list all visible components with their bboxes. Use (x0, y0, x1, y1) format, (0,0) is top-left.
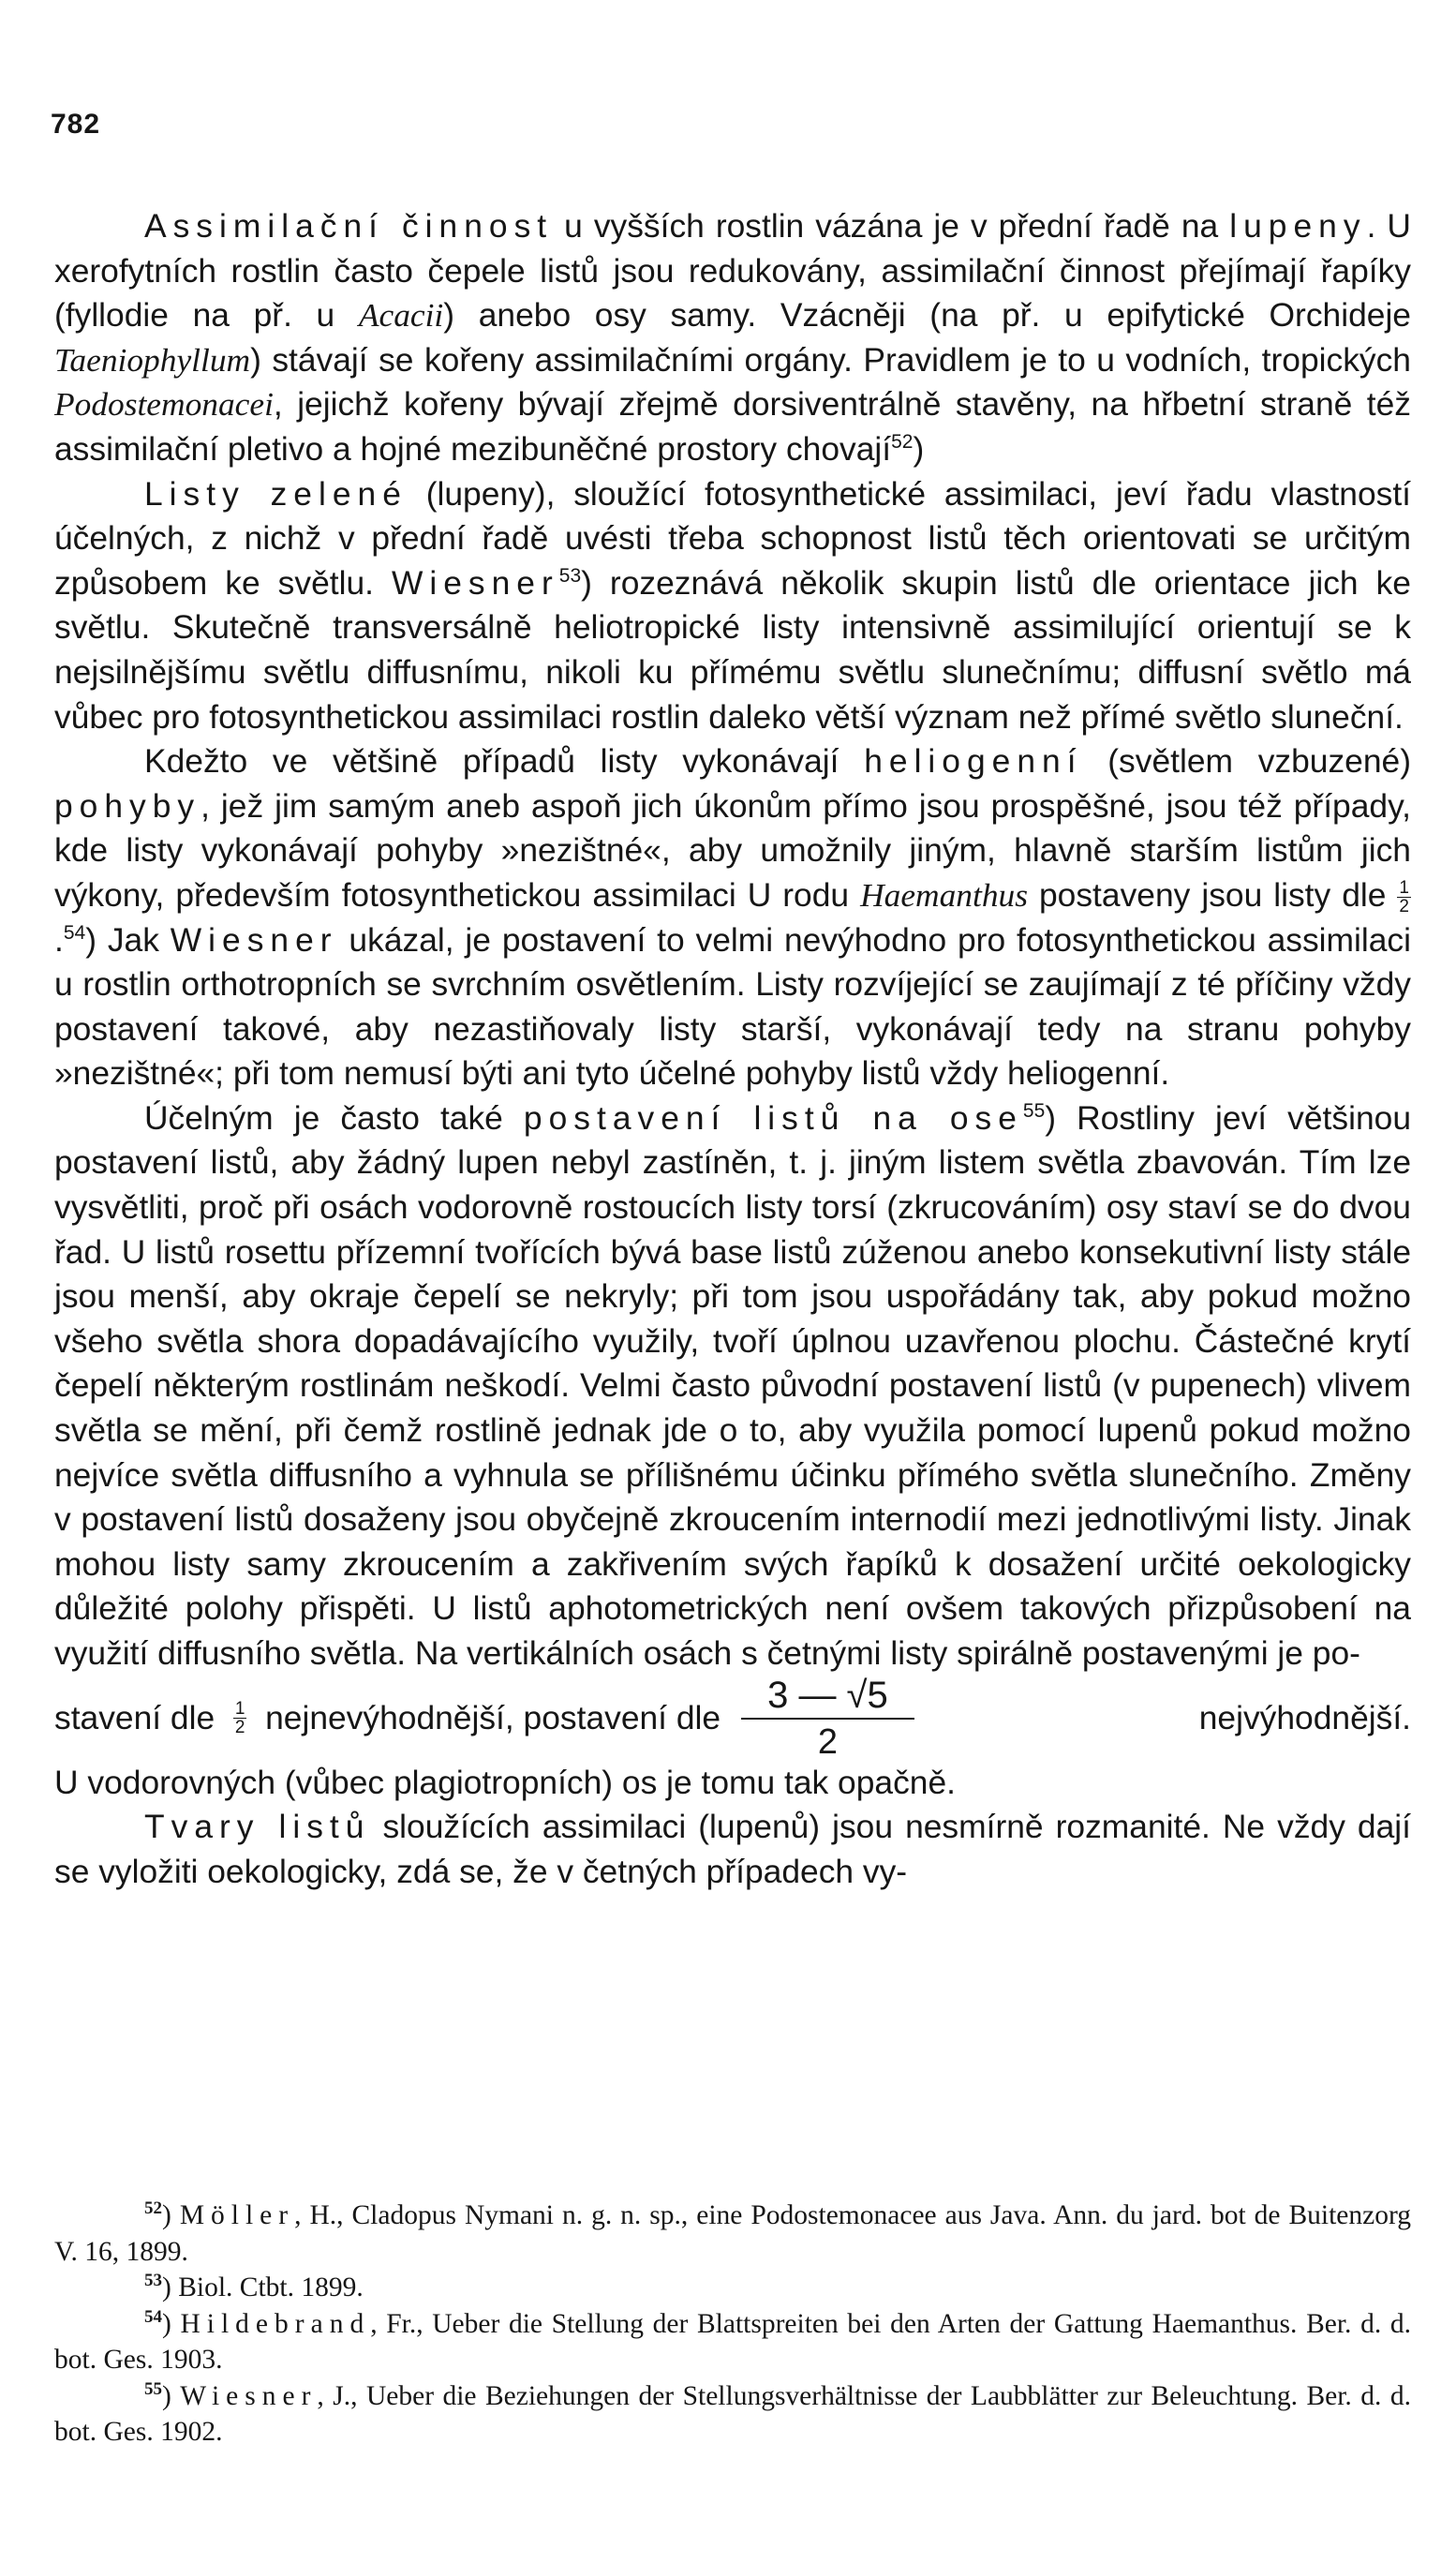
footnotes (54, 2198, 1411, 2451)
paragraph-green-leaves: Listy zelené (lupeny), sloužící fotosynthetické assimilaci, jeví řadu vlastností účelných, z nichž v přední řadě uvésti třeba schopnost listů těch orientovati se určitým způsobem ke světlu. Wiesner$^{53}$) rozeznává několik skupin listů dle orientace jich ke světlu. Skutečně transversálně heliotropické listy intensivně assimilující orientují se k nejsilnějšímu světlu diffusnímu, nikoli ku přímému světlu slunečnímu; diffusní světlo má vůbec pro fotosynthetickou assimilaci rostlin daleko větší význam než přímé světlo sluneční. (54, 474, 1412, 736)
page-number: 782 (51, 109, 101, 140)
body-text (54, 204, 1411, 1894)
paragraph-leaf-position: Účelným je často také postavení listů na ose$^{55}$) Rostliny jeví většinou postavení listů, aby žádný lupen nebyl zastíněn, t. j. jiným listem světla zbavován. Tím lze vysvětliti, proč při osách vodorovně rostoucích listy torsí (zkrucováním) osy staví se do dvou řad. U listů rosettu přízemní tvořících bývá base listů zúženou anebo konsekutivní listy stále jsou menší, aby okraje čepelí se nekryly; při tom jsou uspořádány tak, aby pokud možno všeho světla shora dopadávajícího využily, tvoří úplnou uzavřenou plochu. Částečné krytí čepelí některým rostlinám neškodí. Velmi často původní postavení listů (v pupenech) vlivem světla se mění, při čemž rostlině jednak jde o to, aby využila pomocí lupenů pokud možno nejvíce světla diffusního a vyhnula se přílišnému účinku přímého světla slunečního. Změny v postavení listů dosaženy jsou obyčejně zkroucením internodií mezi jednotlivými listy. Jinak mohou listy samy zkroucením a zakřivením svých řapíků k dosažení určité oekologicky důležité polohy přispěti. U listů aphotometrických není ovšem takových přizpůsobení na využití diffusního světla. Na vertikálních osách s četnými listy spirálně postavenými je po- (54, 1098, 1411, 1672)
footnote-53: $^{53}$) Biol. Ctbt. 1899. (144, 2271, 364, 2302)
footnote-54: $^{54}$) Hildebrand, Fr., Ueber die Stellung der Blattspreiten bei den Arten der Gattung Haemanthus. Ber. d. d. bot. Ges. 1903. (54, 2306, 1411, 2375)
formula-line: stavení dle $\frac{1}{2}$ nejnevýhodnější, postavení dle 3 — √5 2 nejvýhodnější. (54, 1674, 1411, 1762)
paragraph-horizontal-axes: U vodorovných (vůbec plagiotropních) os je tomu tak opačně. (54, 1763, 956, 1801)
footnote-ref-52: 52 (891, 431, 914, 454)
paragraph-heliogenic-movements: Kdežto ve většině případů listy vykonávají heliogenní (světlem vzbuzené) pohyby, jež jim samým aneb aspoň jich úkonům přímo jsou prospěšné, jsou též případy, kde listy vykonávají pohyby »nezištné«, aby umožnily jiným, hlavně starším listům jich výkony, především fotosynthetickou assimilaci U rodu Haemanthus postaveny jsou listy dle $\frac{1}{2}$ .$^{54}$) Jak Wiesner ukázal, je postavení to velmi nevýhodno pro fotosynthetickou assimilaci u rostlin orthotropních se svrchním osvětlením. Listy rozvíjející se zaujímají z té příčiny vždy postavení takové, aby nezastiňovaly listy starší, vykonávají tedy na stranu pohyby »nezištné«; při tom nemusí býti ani tyto účelné pohyby listů vždy heliogenní. (54, 742, 1411, 1093)
fraction-one-half: $\frac{1}{2}$ (1399, 878, 1409, 917)
footnote-52: $^{52}$) Möller, H., Cladopus Nymani n. g. n. sp., eine Podostemonacee aus Java. Ann. du jard. bot de Buitenzorg V. 16, 1899. (54, 2198, 1411, 2267)
footnote-55: $^{55}$) Wiesner, J., Ueber die Beziehungen der Stellungsverhältnisse der Laubblätter zur Beleuchtung. Ber. d. d. bot. Ges. 1902. (54, 2378, 1411, 2447)
footnote-ref-54: 54 (63, 921, 86, 944)
footnote-ref-55: 55 (1022, 1100, 1046, 1123)
paragraph-leaf-shapes: Tvary listů sloužících assimilaci (lupenů) jsou nesmírně rozmanité. Ne vždy dají se vyložiti oekologicky, zdá se, že v četných případech vy- (54, 1808, 1411, 1890)
fraction-one-half-formula: $\frac{1}{2}$ (234, 1699, 245, 1738)
paragraph-assimilation: Assimilační činnost u vyšších rostlin vázána je v přední řadě na lupeny. U xerofytních rostlin často čepele listů jsou redukovány, assimilační činnost přejímají řapíky (fyllodie na př. u Acacii) anebo osy samy. Vzácněji (na př. u epifytické Orchideje Taeniophyllum) stávají se kořeny assimilačními orgány. Pravidlem je to u vodních, tropických Podostemonacei, jejichž kořeny bývají zřejmě dorsiventrálně stavěny, na hřbetní straně též assimilační pletivo a hojné mezibuněčné prostory chovají$^{52}$) (54, 207, 1411, 468)
footnote-ref-53: 53 (558, 564, 582, 587)
fraction-golden-angle: 3 — √5 2 (741, 1676, 914, 1761)
